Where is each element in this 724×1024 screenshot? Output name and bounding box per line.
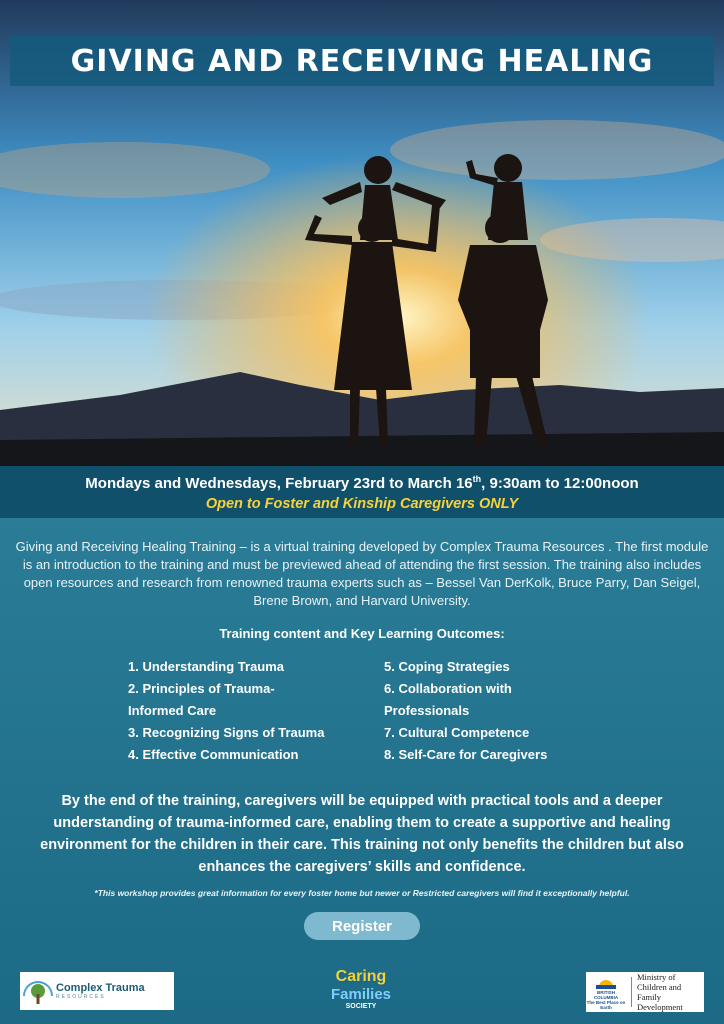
ctr-name: Complex Trauma [56,982,145,994]
schedule-dates [0,474,724,492]
content-panel [0,518,724,1024]
bc-logo [586,975,626,1010]
complex-trauma-resources-logo [20,972,174,1010]
ctr-subtitle: RESOURCES [56,994,106,1000]
cfs-line3: SOCIETY [345,1003,377,1010]
dates-text: Mondays and Wednesdays, February 23rd to March 16 [85,475,473,492]
schedule-band [0,466,724,518]
sun-icon [596,975,616,989]
ministry-line: Ministry of [636,972,676,982]
outcome-item: 7. Cultural Competence [384,725,530,740]
cfs-line2: Families [330,986,392,1003]
bc-tagline: The Best Place on Earth [586,999,626,1010]
page-title: GIVING AND RECEIVING HEALING [70,43,654,79]
caring-families-society-logo [318,968,404,1022]
outcome-item: 6. Collaboration with [384,681,512,696]
intro-paragraph: Giving and Receiving Healing Training – is a virtual training developed by Complex Trauma Resources . The first module is an introduction to the training and must be previewed ahead of attending the first session. The training also includes open resources and research from renowned trauma experts such as – Bessel Van DerKolk, Bruce Parry, Dan Seigel, Brene Brown, and Harvard University. [15,539,709,608]
ministry-text [637,972,704,1012]
ministry-logo [586,972,704,1012]
outcomes-list-right [384,656,604,766]
footnote: *This workshop provides great information for every foster home but newer or Restricted caregivers will find it exceptionally helpful. [94,888,630,898]
summary-paragraph: By the end of the training, caregivers will be equipped with practical tools and a deeper understanding of trauma-informed care, enabling them to create a supportive and healing environment for the children in their care. This training not only benefits the children but also enhances the caregivers’ skills and confidence. [40,793,684,875]
title-banner [10,36,714,86]
dates-superscript: th [472,474,482,484]
bc-text: COLUMBIA [593,994,619,1000]
dates-time: , 9:30am to 12:00noon [481,475,639,492]
cfs-line1: Caring [335,968,387,985]
outcome-item: 1. Understanding Trauma [128,659,285,674]
outcome-item: Informed Care [128,703,217,718]
outcomes-heading: Training content and Key Learning Outcomes: [219,626,505,641]
outcome-item: 3. Recognizing Signs of Trauma [128,725,325,740]
bc-text: BRITISH [597,989,615,995]
logo-divider [631,977,632,1007]
outcomes-list-left [128,656,368,766]
tree-icon [20,974,56,1008]
outcome-item: 8. Self-Care for Caregivers [384,747,548,762]
outcome-item: 2. Principles of Trauma- [128,681,275,696]
outcome-item: 5. Coping Strategies [384,659,510,674]
outcome-item: Professionals [384,703,470,718]
eligibility-note: Open to Foster and Kinship Caregivers ONLY [205,496,519,512]
ministry-line: Children and Family [636,982,682,1002]
outcome-item: 4. Effective Communication [128,747,299,762]
register-button[interactable]: Register [304,912,420,940]
ministry-line: Development [636,1002,683,1012]
